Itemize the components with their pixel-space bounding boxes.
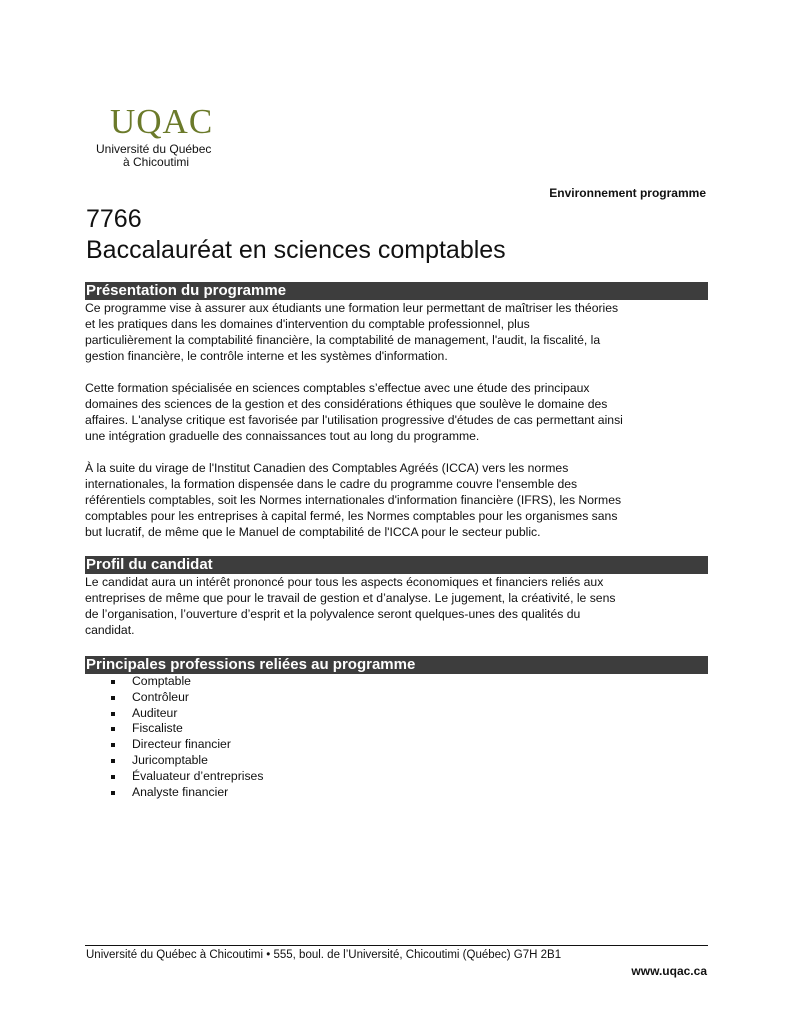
section-presentation [85, 282, 708, 540]
bullet-icon [111, 696, 115, 700]
paragraph-3 [85, 460, 708, 540]
uqac-logo [96, 104, 236, 169]
list-item: Juricomptable [85, 753, 708, 769]
section-heading: Profil du candidat [85, 556, 708, 574]
text-line: Le candidat aura un intérêt prononcé pour tous les aspects économiques et financiers reliés aux [85, 575, 604, 589]
list-item: Auditeur [85, 706, 708, 722]
professions-list [85, 674, 708, 800]
paragraph-2 [85, 380, 708, 444]
text-line: référentiels comptables, soit les Normes internationales d'information financière (IFRS), les Normes [85, 493, 622, 507]
logo-line-1: Université du Québec [96, 142, 212, 156]
section-heading: Présentation du programme [85, 282, 708, 300]
program-title: Baccalauréat en sciences comptables [86, 236, 506, 264]
list-item: Contrôleur [85, 690, 708, 706]
text-line: comptables pour les entreprises à capital fermé, les Normes comptables pour les organismes sans [85, 509, 618, 523]
text-line: À la suite du virage de l'Institut Canadien des Comptables Agréés (ICCA) vers les normes [85, 461, 569, 475]
text-line: et les pratiques dans les domaines d'intervention du comptable professionnel, plus [85, 317, 530, 331]
document-type: Environnement programme [549, 186, 706, 200]
list-item: Comptable [85, 674, 708, 690]
section-professions [85, 656, 708, 800]
logo-line-2: à Chicoutimi [123, 155, 190, 169]
bullet-icon [111, 775, 115, 779]
bullet-icon [111, 727, 115, 731]
text-line: candidat. [85, 623, 135, 637]
footer-url[interactable]: www.uqac.ca [631, 964, 707, 978]
section-profile [85, 556, 708, 638]
list-item: Évaluateur d’entreprises [85, 769, 708, 785]
logo-mark: UQAC [110, 102, 214, 141]
footer-divider [85, 945, 708, 946]
bullet-icon [111, 791, 115, 795]
footer-address: Université du Québec à Chicoutimi • 555, boul. de l’Université, Chicoutimi (Québec) G7H 2B1 [86, 949, 562, 961]
section-heading: Principales professions reliées au programme [85, 656, 708, 674]
text-line: particulièrement la comptabilité financière, la comptabilité de management, l'audit, la fiscalité, la [85, 333, 601, 347]
bullet-icon [111, 743, 115, 747]
text-line: gestion financière, le contrôle interne et les systèmes d'information. [85, 349, 448, 363]
text-line: Cette formation spécialisée en sciences comptables s’effectue avec une étude des principaux [85, 381, 590, 395]
bullet-icon [111, 759, 115, 763]
list-item: Analyste financier [85, 785, 708, 801]
list-item: Fiscaliste [85, 721, 708, 737]
text-line: affaires. L'analyse critique est favorisée par l'utilisation progressive d'études de cas permettant ainsi [85, 413, 623, 427]
program-code: 7766 [86, 205, 142, 233]
text-line: domaines des sciences de la gestion et des considérations éthiques que soulève le domaine des [85, 397, 608, 411]
paragraph-1 [85, 574, 708, 638]
text-line: internationales, la formation dispensée dans le cadre du programme couvre l'ensemble des [85, 477, 578, 491]
list-item: Directeur financier [85, 737, 708, 753]
bullet-icon [111, 680, 115, 684]
text-line: but lucratif, de même que le Manuel de comptabilité de l'ICCA pour le secteur public. [85, 525, 541, 539]
bullet-icon [111, 712, 115, 716]
paragraph-1 [85, 300, 708, 364]
text-line: entreprises de même que pour le travail de gestion et d’analyse. Le jugement, la créativité, le sens [85, 591, 616, 605]
text-line: Ce programme vise à assurer aux étudiants une formation leur permettant de maîtriser les théories [85, 301, 619, 315]
text-line: une intégration graduelle des connaissances tout au long du programme. [85, 429, 480, 443]
text-line: de l’organisation, l’ouverture d’esprit et la polyvalence seront quelques-unes des qualités du [85, 607, 581, 621]
